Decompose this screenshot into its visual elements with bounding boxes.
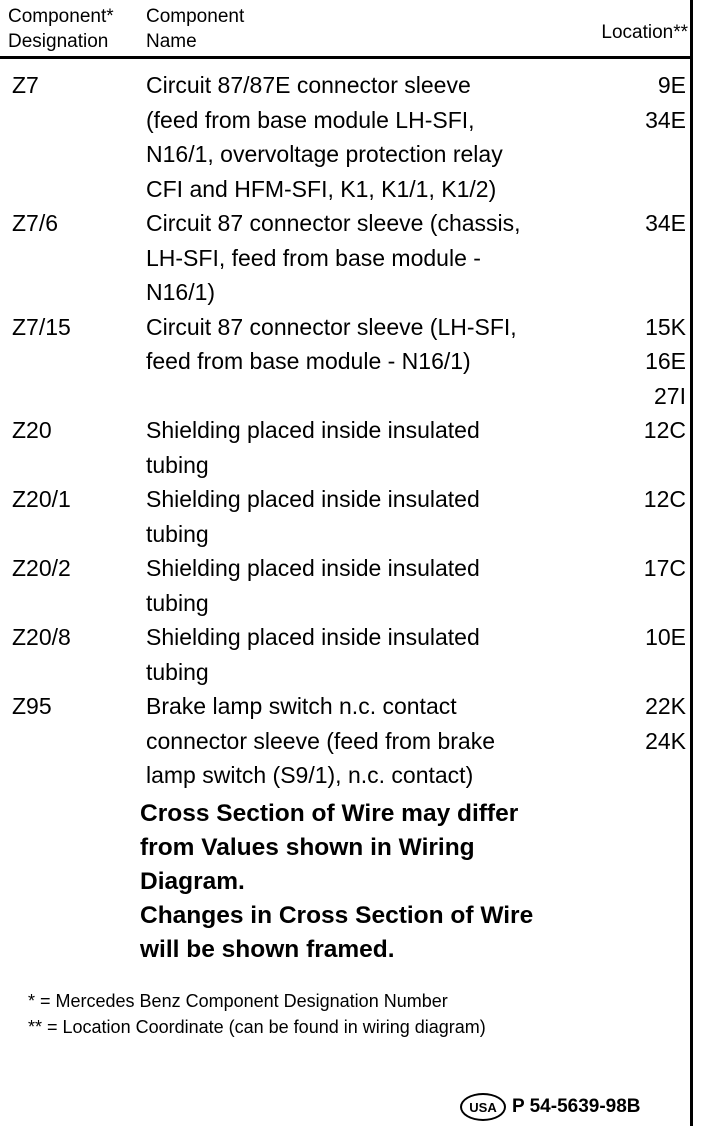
component-name (146, 689, 610, 793)
header-name-line2: Name (146, 31, 197, 52)
component-name-line: (feed from base module LH-SFI, (146, 106, 475, 133)
component-location (610, 689, 686, 793)
component-name-line: tubing (146, 520, 209, 547)
wire-note (140, 797, 660, 967)
note-line: will be shown framed. (140, 936, 395, 963)
table-row (0, 551, 690, 620)
component-name-line: N16/1) (146, 279, 216, 305)
footnote-star: * = Mercedes Benz Component Designation Number (28, 991, 448, 1011)
component-name-line: Circuit 87 connector sleeve (chassis, (146, 210, 521, 236)
header-designation-line2: Designation (8, 31, 109, 52)
component-name-line: Circuit 87 connector sleeve (LH-SFI, (146, 313, 517, 340)
header-designation-line1: Component* (8, 6, 114, 27)
component-name (146, 551, 610, 620)
header-designation (8, 4, 114, 54)
component-name (146, 68, 610, 206)
table-row (0, 413, 690, 482)
note-line: Cross Section of Wire may differ (140, 800, 519, 827)
document-id (460, 1093, 641, 1121)
header-name-line1: Component (146, 6, 245, 27)
component-location (610, 206, 686, 310)
component-name-line: feed from base module - N16/1) (146, 348, 471, 374)
location-coordinate: 17C (643, 555, 686, 581)
component-location (610, 413, 686, 482)
component-name-line: N16/1, overvoltage protection relay (146, 141, 503, 167)
component-name (146, 206, 610, 310)
component-name-line: tubing (146, 589, 209, 616)
component-location (610, 551, 686, 620)
footnote-double-star: ** = Location Coordinate (can be found in wiring diagram) (28, 1017, 486, 1037)
document-number: P 54-5639-98B (512, 1096, 641, 1117)
table-row (0, 482, 690, 551)
component-designation: Z7 (12, 72, 39, 98)
location-coordinate: 15K (645, 313, 686, 340)
component-designation: Z7/6 (12, 210, 59, 236)
component-designation: Z7/15 (12, 313, 71, 340)
component-name-line: tubing (146, 451, 209, 478)
component-location (610, 310, 686, 414)
location-coordinate: 34E (645, 210, 686, 236)
component-name-line: Shielding placed inside insulated (146, 624, 480, 650)
note-line: Changes in Cross Section of Wire (140, 902, 534, 929)
component-name-line: lamp switch (S9/1), n.c. contact) (146, 762, 474, 788)
component-designation: Z95 (12, 693, 52, 719)
component-location (610, 620, 686, 689)
table-row (0, 206, 690, 310)
component-name-line: tubing (146, 658, 209, 685)
table-row (0, 310, 690, 414)
table-row (0, 620, 690, 689)
component-name-line: connector sleeve (feed from brake (146, 727, 496, 754)
component-location (610, 68, 686, 206)
header-name (146, 4, 244, 54)
component-name-line: Brake lamp switch n.c. contact (146, 693, 457, 719)
component-name-line: Shielding placed inside insulated (146, 486, 480, 512)
right-border-line (690, 0, 693, 1126)
location-coordinate: 12C (643, 417, 686, 443)
component-location (610, 482, 686, 551)
location-coordinate: 22K (645, 693, 686, 719)
component-name-line: LH-SFI, feed from base module - (146, 244, 481, 271)
note-line: from Values shown in Wiring (140, 834, 475, 861)
header-location: Location** (601, 22, 688, 43)
component-designation: Z20/8 (12, 624, 71, 650)
component-name (146, 482, 610, 551)
component-designation: Z20/2 (12, 555, 71, 581)
component-designation: Z20 (12, 417, 52, 443)
component-name-line: Shielding placed inside insulated (146, 555, 480, 581)
table-row (0, 689, 690, 793)
component-table (0, 68, 690, 793)
location-coordinate: 16E (645, 348, 686, 374)
location-coordinate: 27I (654, 382, 686, 409)
location-coordinate: 9E (657, 72, 686, 98)
location-coordinate: 12C (643, 486, 686, 512)
component-name-line: Circuit 87/87E connector sleeve (146, 72, 471, 98)
header-rule (0, 56, 690, 59)
note-line: Diagram. (140, 868, 245, 895)
component-name-line: CFI and HFM-SFI, K1, K1/1, K1/2) (146, 175, 497, 202)
location-coordinate: 34E (645, 106, 686, 133)
component-name (146, 310, 610, 414)
table-row (0, 68, 690, 206)
component-name-line: Shielding placed inside insulated (146, 417, 480, 443)
location-coordinate: 24K (645, 727, 686, 754)
location-coordinate: 10E (645, 624, 686, 650)
usa-logo-icon: USA (460, 1093, 506, 1121)
component-name (146, 413, 610, 482)
component-designation: Z20/1 (12, 486, 71, 512)
component-name (146, 620, 610, 689)
